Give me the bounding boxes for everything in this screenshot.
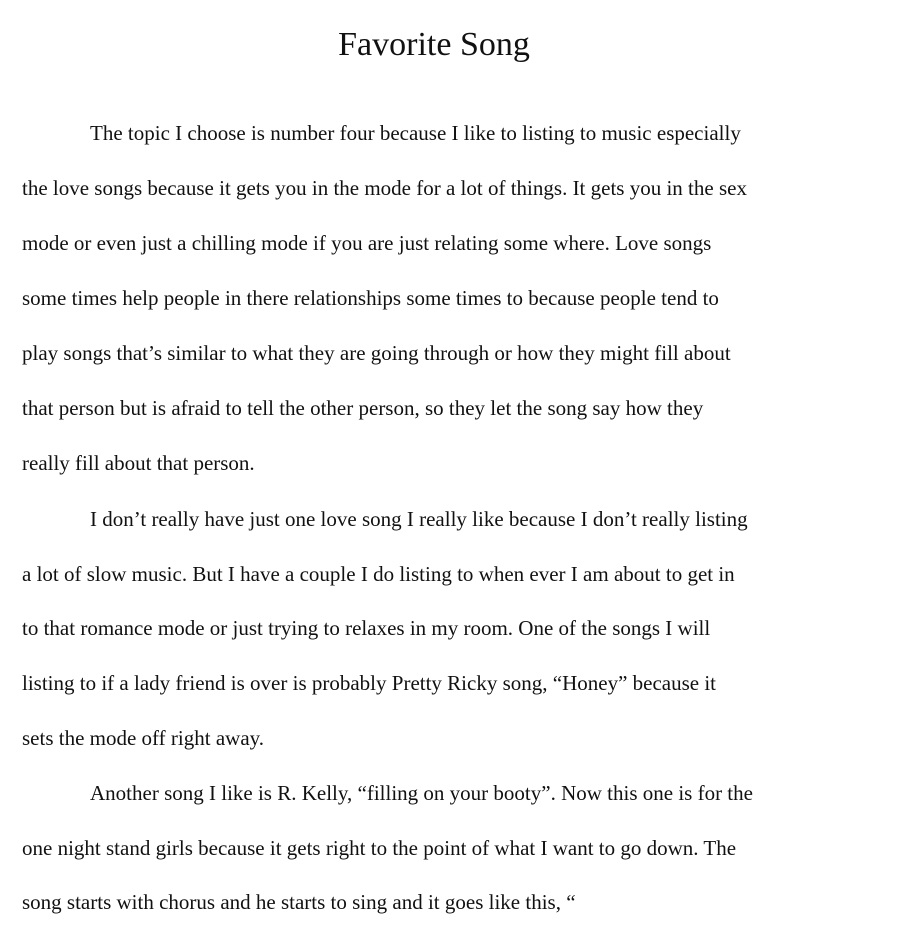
- body-line: sets the mode off right away.: [22, 726, 265, 750]
- body-line: listing to if a lady friend is over is probably Pretty Ricky song, “Honey” because it: [22, 671, 717, 695]
- body-line: the love songs because it gets you in the mode for a lot of things. It gets you in the sex: [22, 176, 747, 200]
- body-line: play songs that’s similar to what they are going through or how they might fill about: [22, 341, 731, 365]
- body-line: song starts with chorus and he starts to sing and it goes like this, “: [22, 890, 576, 914]
- body-line: that person but is afraid to tell the other person, so they let the song say how they: [22, 396, 704, 420]
- body-line: Another song I like is R. Kelly, “filling on your booty”. Now this one is for the: [90, 781, 753, 805]
- body-line: one night stand girls because it gets right to the point of what I want to go down. The: [22, 836, 737, 860]
- body-line: I don’t really have just one love song I really like because I don’t really listing: [90, 507, 748, 531]
- body-line: mode or even just a chilling mode if you are just relating some where. Love songs: [22, 231, 712, 255]
- body-line: to that romance mode or just trying to relaxes in my room. One of the songs I will: [22, 616, 711, 640]
- body-line: The topic I choose is number four because I like to listing to music especially: [90, 121, 741, 145]
- body-line: some times help people in there relationships some times to because people tend to: [22, 286, 719, 310]
- document-title: Favorite Song: [338, 26, 530, 63]
- body-line: really fill about that person.: [22, 451, 255, 475]
- body-line: a lot of slow music. But I have a couple I do listing to when ever I am about to get in: [22, 562, 735, 586]
